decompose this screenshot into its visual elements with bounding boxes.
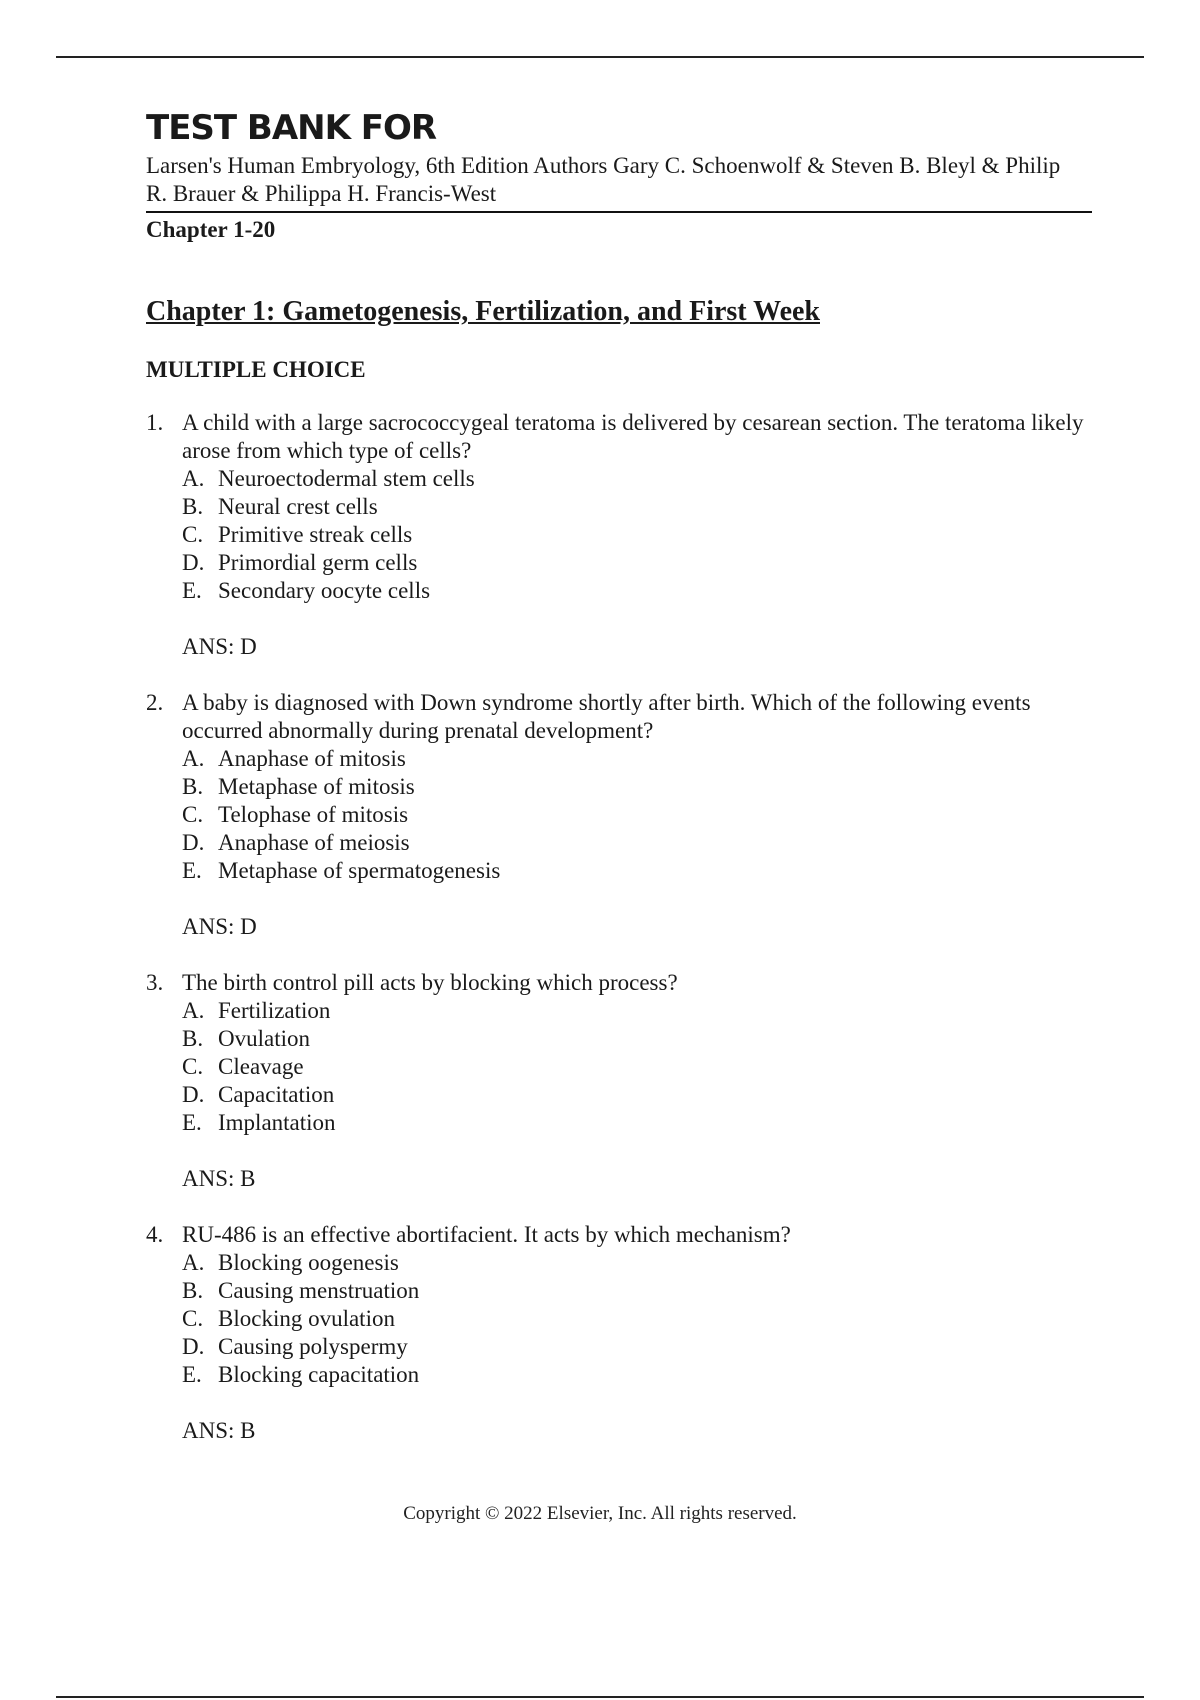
option-letter: C. [182, 1054, 204, 1079]
document-subtitle: Larsen's Human Embryology, 6th Edition Authors Gary C. Schoenwolf & Steven B. Bleyl & Philip R. Brauer & Philippa H. Francis-West [146, 153, 1061, 206]
option-text: Causing menstruation [218, 1278, 420, 1303]
chapter-range: Chapter 1-20 [146, 217, 276, 242]
question-item [146, 1221, 1092, 1445]
option-list [182, 745, 1092, 885]
copyright-footer: Copyright © 2022 Elsevier, Inc. All rights reserved. [403, 1503, 797, 1524]
answer-key: ANS: D [182, 634, 257, 659]
option-letter: A. [182, 998, 205, 1023]
option-item [182, 577, 1092, 605]
option-text: Metaphase of spermatogenesis [218, 858, 501, 883]
option-letter: E. [182, 578, 202, 603]
answer-key: ANS: D [182, 914, 257, 939]
question-item [146, 409, 1092, 661]
option-item [182, 773, 1092, 801]
option-letter: C. [182, 522, 204, 547]
option-item [182, 1277, 1092, 1305]
question-number: 2. [146, 690, 164, 715]
option-text: Blocking oogenesis [218, 1250, 399, 1275]
option-letter: D. [182, 1082, 205, 1107]
option-item [182, 857, 1092, 885]
question-item [146, 689, 1092, 941]
option-letter: B. [182, 1278, 204, 1303]
question-item [146, 969, 1092, 1193]
option-item [182, 465, 1092, 493]
option-text: Neuroectodermal stem cells [218, 466, 475, 491]
question-stem: RU-486 is an effective abortifacient. It acts by which mechanism? [182, 1222, 791, 1247]
option-text: Neural crest cells [218, 494, 378, 519]
option-item [182, 1305, 1092, 1333]
option-letter: E. [182, 858, 202, 883]
option-item [182, 1053, 1092, 1081]
option-text: Telophase of mitosis [218, 802, 409, 827]
option-text: Secondary oocyte cells [218, 578, 431, 603]
option-item [182, 493, 1092, 521]
page-bottom-rule [56, 1696, 1144, 1698]
page-top-rule [56, 56, 1144, 58]
option-letter: B. [182, 494, 204, 519]
option-text: Capacitation [218, 1082, 335, 1107]
option-letter: A. [182, 1250, 205, 1275]
page-content [146, 108, 1092, 1473]
option-text: Blocking ovulation [218, 1306, 395, 1331]
option-item [182, 829, 1092, 857]
answer-key: ANS: B [182, 1166, 256, 1191]
question-number: 4. [146, 1222, 164, 1247]
option-item [182, 801, 1092, 829]
option-item [182, 549, 1092, 577]
option-letter: D. [182, 1334, 205, 1359]
option-letter: E. [182, 1110, 202, 1135]
question-list [146, 409, 1092, 1445]
option-text: Causing polyspermy [218, 1334, 408, 1359]
option-letter: B. [182, 1026, 204, 1051]
option-item [182, 997, 1092, 1025]
option-list [182, 465, 1092, 605]
option-list [182, 997, 1092, 1137]
option-letter: C. [182, 802, 204, 827]
question-number: 1. [146, 410, 164, 435]
option-text: Cleavage [218, 1054, 304, 1079]
option-text: Ovulation [218, 1026, 310, 1051]
option-item [182, 745, 1092, 773]
option-letter: B. [182, 774, 204, 799]
question-stem: The birth control pill acts by blocking which process? [182, 970, 678, 995]
option-letter: C. [182, 1306, 204, 1331]
option-item [182, 521, 1092, 549]
option-item [182, 1361, 1092, 1389]
title-divider [146, 211, 1092, 213]
question-number: 3. [146, 970, 164, 995]
question-stem: A baby is diagnosed with Down syndrome shortly after birth. Which of the following events occurred abnormally during prenatal development? [182, 690, 1031, 743]
option-letter: E. [182, 1362, 202, 1387]
question-stem: A child with a large sacrococcygeal teratoma is delivered by cesarean section. The teratoma likely arose from which type of cells? [182, 410, 1084, 463]
option-item [182, 1081, 1092, 1109]
chapter-heading: Chapter 1: Gametogenesis, Fertilization, and First Week [146, 296, 820, 327]
option-letter: A. [182, 466, 205, 491]
answer-key: ANS: B [182, 1418, 256, 1443]
section-label: MULTIPLE CHOICE [146, 357, 366, 382]
option-letter: D. [182, 830, 205, 855]
option-text: Primitive streak cells [218, 522, 413, 547]
option-text: Anaphase of meiosis [218, 830, 410, 855]
option-text: Anaphase of mitosis [218, 746, 406, 771]
option-text: Blocking capacitation [218, 1362, 420, 1387]
option-item [182, 1333, 1092, 1361]
option-list [182, 1249, 1092, 1389]
document-title: TEST BANK FOR [146, 108, 437, 148]
option-text: Fertilization [218, 998, 331, 1023]
option-text: Primordial germ cells [218, 550, 418, 575]
option-text: Implantation [218, 1110, 336, 1135]
option-text: Metaphase of mitosis [218, 774, 415, 799]
option-letter: D. [182, 550, 205, 575]
option-item [182, 1109, 1092, 1137]
option-item [182, 1025, 1092, 1053]
option-letter: A. [182, 746, 205, 771]
option-item [182, 1249, 1092, 1277]
